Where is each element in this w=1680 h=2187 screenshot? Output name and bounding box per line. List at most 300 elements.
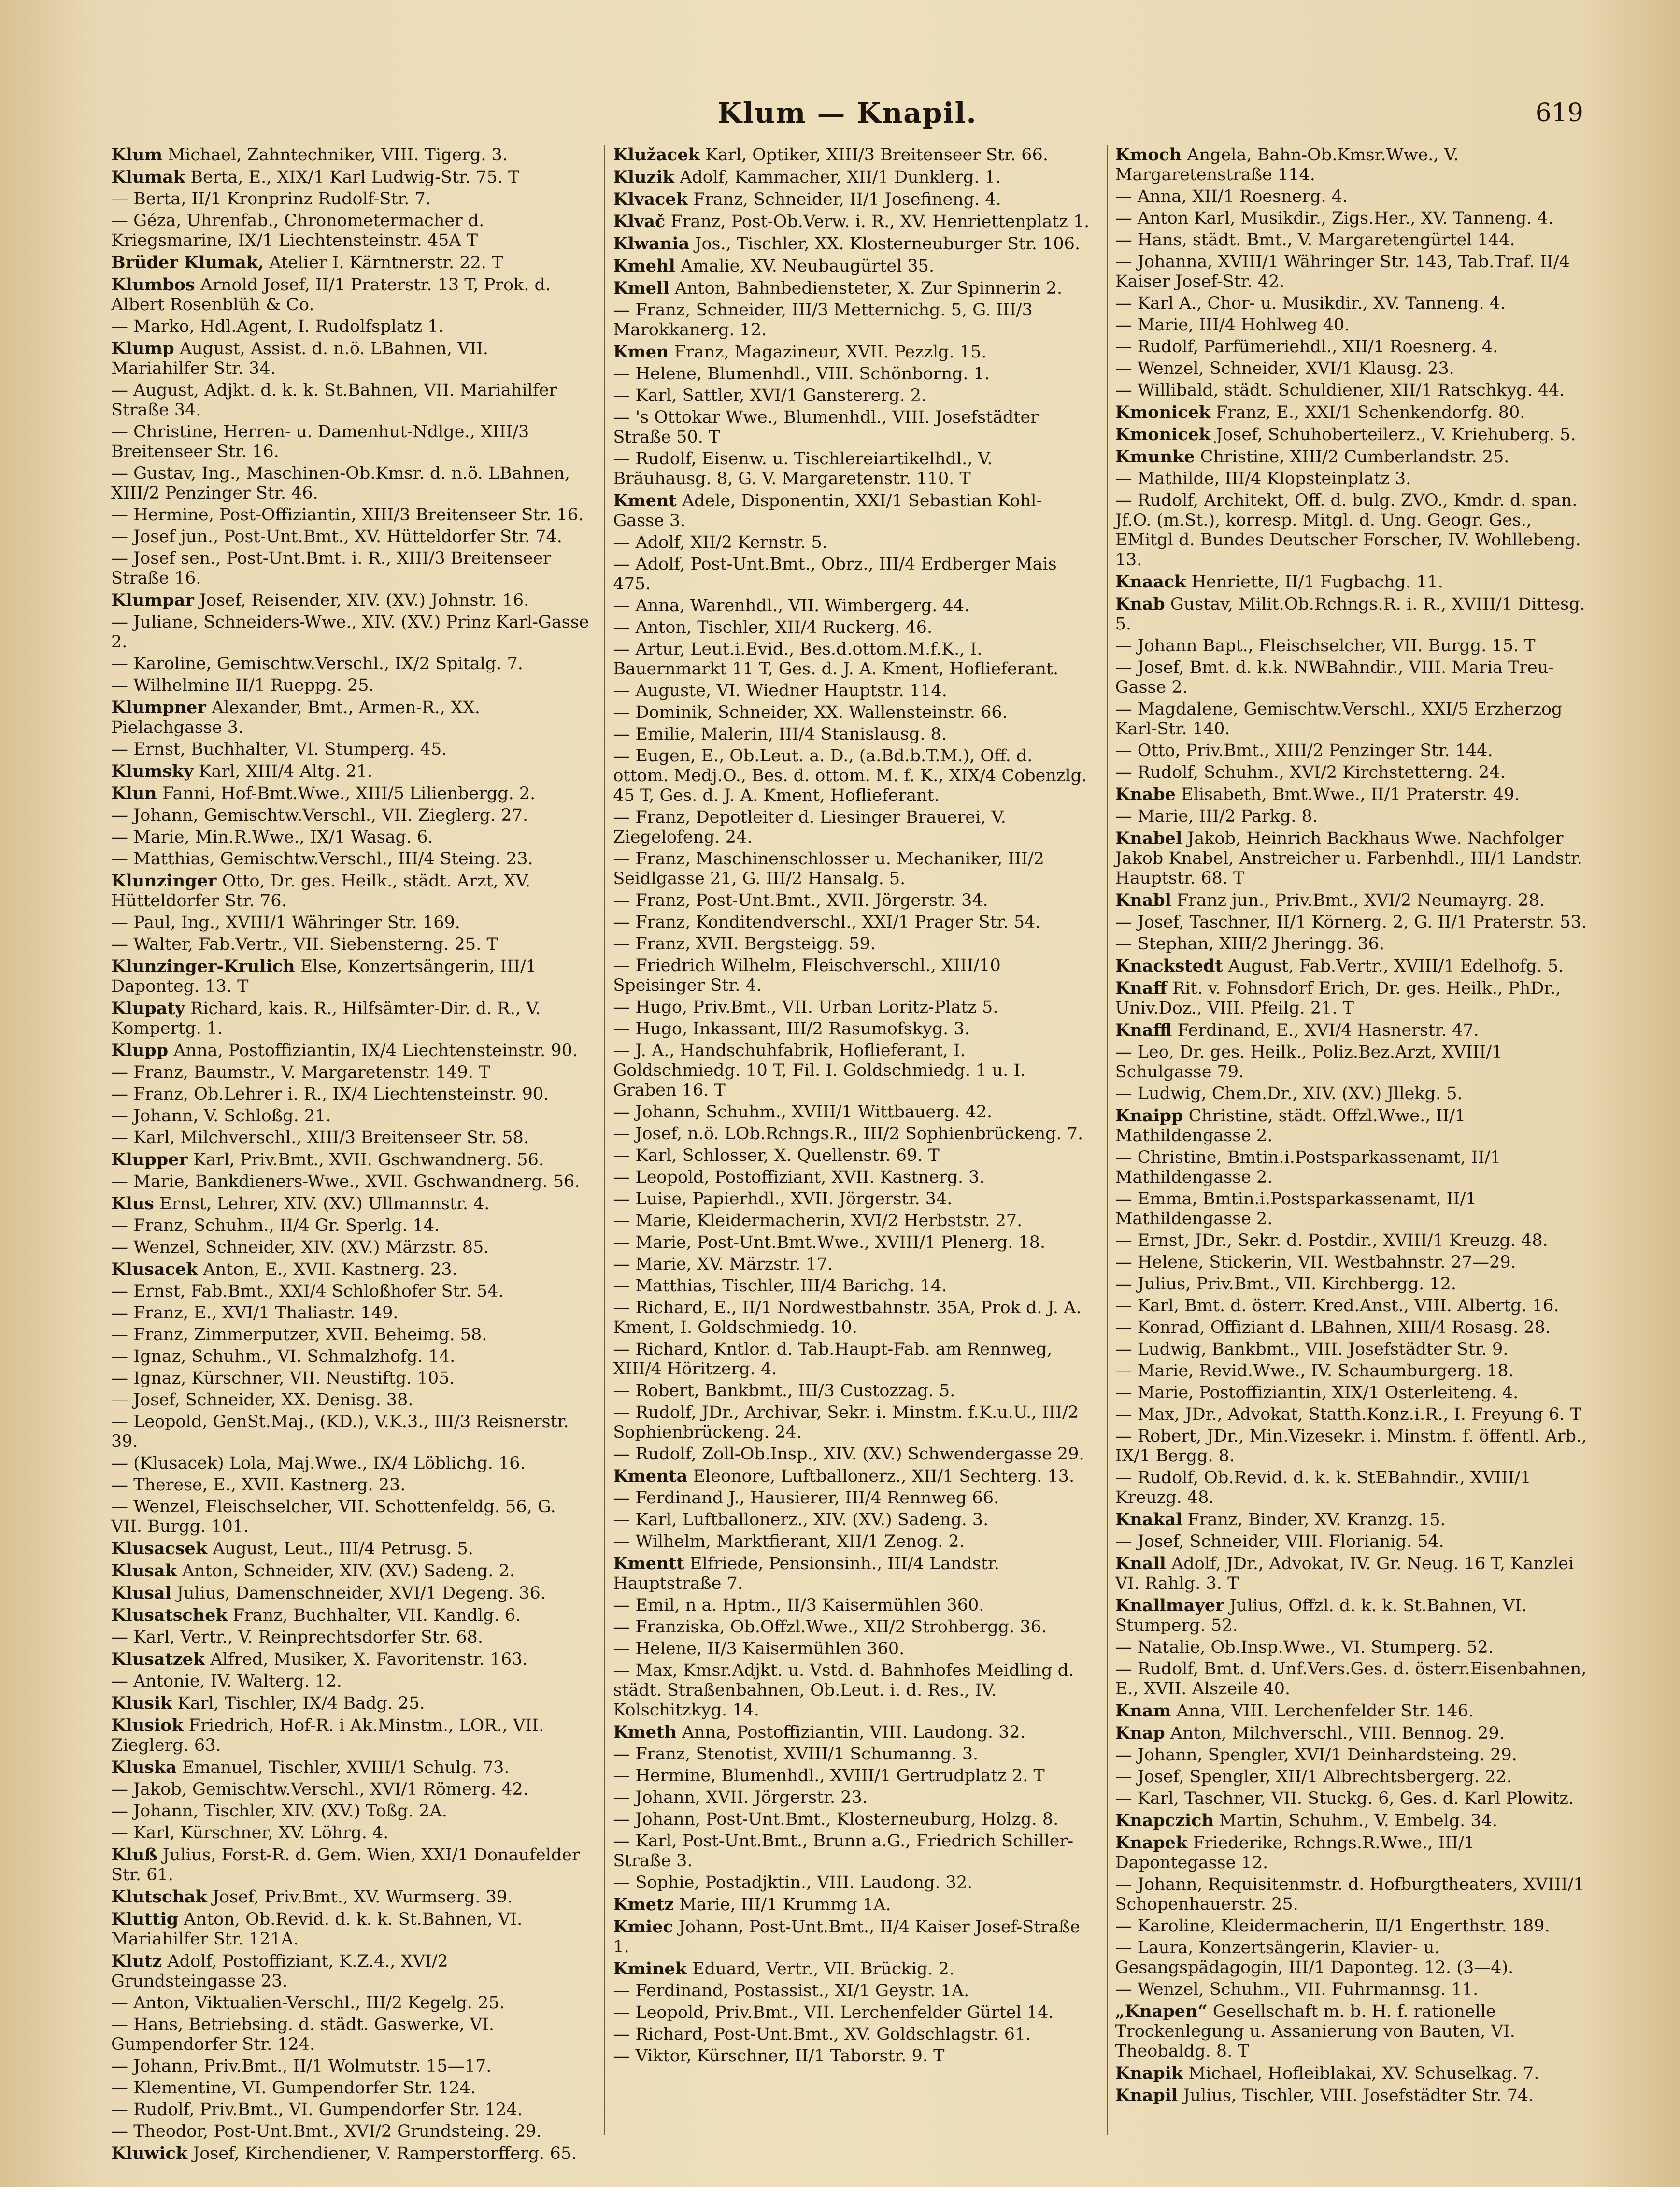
entry-text: Angela, Bahn-Ob.Kmsr.Wwe., V. Margaretenstraße 114. [1115,145,1459,185]
directory-entry [613,1639,1092,1659]
entry-surname: Knabe [1115,785,1176,804]
entry-text: — Laura, Konzertsängerin, Klavier- u. Gesangspädagogin, III/1 Daponteg. 12. (3—4). [1115,1938,1514,1977]
directory-entry [1115,1043,1594,1082]
directory-entry [613,1810,1092,1830]
entry-surname: Kluwick [111,2144,188,2163]
directory-entry [111,1085,590,1104]
entry-text: — Rudolf, Schuhm., XVI/2 Kirchstetterng. 24. [1115,763,1506,782]
directory-entry [111,1628,590,1647]
directory-entry [1115,381,1594,400]
entry-text: — Anton Karl, Musikdir., Zigs.Her., XV. Tanneng. 4. [1115,209,1553,228]
directory-entry [613,1298,1092,1338]
entry-text: — Franz, Schneider, III/3 Metternichg. 5, G. III/3 Marokkanerg. 12. [613,300,1033,340]
entry-text: — Theodor, Post-Unt.Bmt., XVI/2 Grundsteing. 29. [111,2122,542,2141]
entry-text: — Ludwig, Bankbmt., VIII. Josefstädter Str. 9. [1115,1340,1509,1359]
entry-text: — Wenzel, Schuhm., VII. Fuhrmannsg. 11. [1115,1980,1479,1999]
directory-entry [1115,1701,1594,1721]
entry-text: Amalie, XV. Neubaugürtel 35. [680,257,935,276]
entry-text: — Franz, Depotleiter d. Liesinger Brauerei, V. Ziegelofeng. 24. [613,808,1006,847]
directory-entry [613,1744,1092,1764]
entry-text: — Walter, Fab.Vertr., VII. Siebensterng. 25. T [111,935,498,954]
directory-entry [613,278,1092,299]
directory-entry [111,1693,590,1714]
directory-entry [111,1475,590,1495]
directory-entry [613,1146,1092,1166]
entry-text: — Richard, Post-Unt.Bmt., XV. Goldschlagstr. 61. [613,2025,1031,2044]
directory-entry [613,1596,1092,1615]
entry-text: — Friedrich Wilhelm, Fleischverschl., XIII/10 Speisinger Str. 4. [613,956,1001,995]
directory-entry [1115,1938,1594,1978]
directory-entry [1115,230,1594,250]
entry-text: — Rudolf, Bmt. d. Unf.Vers.Ges. d. österr.Eisenbahnen, E., XVII. Alszeile 40. [1115,1659,1587,1699]
directory-entry [111,654,590,674]
directory-entry [1115,359,1594,379]
entry-surname: Klupper [111,1150,188,1170]
directory-entry [111,1172,590,1192]
directory-entry [613,703,1092,723]
entry-surname: Klusatzek [111,1649,205,1669]
entry-text: Alfred, Musiker, X. Favoritenstr. 163. [210,1650,528,1669]
entry-surname: Klunzinger [111,871,217,891]
entry-text: Berta, E., XIX/1 Karl Ludwig-Str. 75. T [190,168,520,187]
entry-text: Michael, Zahntechniker, VIII. Tigerg. 3. [168,145,508,165]
directory-entry [1115,469,1594,489]
directory-entry [111,381,590,420]
entry-surname: Kmonicek [1115,402,1211,422]
directory-entry [613,408,1092,447]
entry-text: — Magdalene, Gemischtw.Verschl., XXI/5 Erzherzog Karl-Str. 140. [1115,700,1563,739]
entry-text: Karl, Priv.Bmt., XVII. Gschwandnerg. 56. [193,1150,544,1170]
entry-surname: Knackstedt [1115,956,1223,976]
entry-text: Karl, XIII/4 Altg. 21. [199,762,373,781]
entry-text: — Franz, Zimmerputzer, XVII. Beheimg. 58. [111,1325,487,1344]
directory-entry [111,317,590,337]
entry-text: Julius, Forst-R. d. Gem. Wien, XXI/1 Donaufelder Str. 61. [111,1845,580,1885]
directory-entry [1115,1596,1594,1636]
entry-text: — Karl, Schlosser, X. Quellenstr. 69. T [613,1146,940,1165]
entry-text: — Johann, Priv.Bmt., II/1 Wolmutstr. 15—17. [111,2057,492,2076]
directory-entry [111,698,590,738]
directory-entry [613,2025,1092,2044]
entry-text: Ernst, Lehrer, XIV. (XV.) Ullmannstr. 4. [159,1194,490,1214]
directory-column-2 [604,145,1092,2135]
directory-entry [613,998,1092,1017]
entry-text: — Paul, Ing., XVIII/1 Währinger Str. 169. [111,913,460,932]
entry-text: — Eugen, E., Ob.Leut. a. D., (a.Bd.b.T.M.), Off. d. ottom. Medj.O., Bes. d. ottom. M. f. K., XIX/4 Cobenzlg. 45 T, Ges. d. J. A. Kment, Hoflieferant. [613,746,1087,805]
entry-text: — Ernst, Fab.Bmt., XXI/4 Schloßhofer Str. 54. [111,1282,504,1301]
directory-entry [1115,1638,1594,1658]
directory-entry [111,613,590,652]
entry-text: Johann, Post-Unt.Bmt., II/4 Kaiser Josef-Straße 1. [613,1917,1080,1957]
directory-entry [111,2015,590,2055]
directory-entry [613,746,1092,806]
entry-surname: Klusal [111,1583,171,1603]
entry-text: — Auguste, VI. Wiedner Hauptstr. 114. [613,681,947,700]
entry-text: Eleonore, Luftballonerz., XII/1 Sechterg. 13. [693,1467,1075,1486]
entry-text: Anton, Milchverschl., VIII. Bennog. 29. [1170,1724,1505,1743]
directory-entry [613,849,1092,889]
directory-entry [613,2046,1092,2066]
entry-text: — Franziska, Ob.Offzl.Wwe., XII/2 Strohbergg. 36. [613,1617,1047,1637]
directory-entry [111,422,590,462]
entry-text: — Emil, n a. Hptm., II/3 Kaisermühlen 360. [613,1596,984,1615]
entry-surname: Klutz [111,1951,162,1971]
directory-entry [613,1124,1092,1144]
entry-text: — Christine, Bmtin.i.Postsparkassenamt, II/1 Mathildengasse 2. [1115,1148,1501,1187]
entry-text: — Wilhelmine II/1 Rueppg. 25. [111,676,374,695]
directory-entry [111,1539,590,1559]
entry-text: Josef, Schuhoberteilerz., V. Kriehuberg. 5. [1216,425,1576,444]
directory-entry [111,2122,590,2142]
entry-surname: Klusacek [111,1259,198,1279]
entry-text: — Josef, Bmt. d. k.k. NWBahndir., VIII. Maria Treu-Gasse 2. [1115,658,1554,697]
entry-text: — Viktor, Kürschner, II/1 Taborstr. 9. T [613,2046,945,2066]
directory-entry [111,189,590,209]
entry-surname: Kmehl [613,256,675,276]
entry-text: Friederike, Rchngs.R.Wwe., III/1 Dapontegasse 12. [1115,1833,1475,1873]
directory-entry [111,913,590,933]
directory-entry [1115,1084,1594,1104]
directory-entry [1115,913,1594,932]
entry-text: — Rudolf, Parfümeriehdl., XII/1 Roesnerg. 4. [1115,337,1498,357]
entry-text: — Richard, Kntlor. d. Tab.Haupt-Fab. am Rennweg, XIII/4 Höritzerg. 4. [613,1340,1053,1379]
directory-entry [1115,807,1594,827]
directory-entry [1115,1767,1594,1787]
directory-entry [613,1255,1092,1274]
directory-entry [111,1887,590,1907]
directory-entry [1115,1532,1594,1552]
entry-surname: Kmetz [613,1895,674,1915]
entry-text: Jakob, Heinrich Backhaus Wwe. Nachfolger Jakob Knabel, Anstreicher u. Farbenhdl., III/1 Landstr. Hauptstr. 68. T [1115,829,1582,888]
directory-entry [111,1238,590,1258]
entry-text: — Johann, Schuhm., XVIII/1 Wittbauerg. 42. [613,1102,993,1122]
directory-entry [1115,209,1594,229]
entry-text: — Josef, Spengler, XII/1 Albrechtsbergerg. 22. [1115,1767,1512,1787]
directory-entry [111,1823,590,1843]
directory-entry [1115,1427,1594,1466]
directory-entry [613,1403,1092,1443]
entry-text: — Johann, XVII. Jörgerstr. 23. [613,1788,868,1807]
directory-entry [1115,978,1594,1018]
entry-text: — Max, Kmsr.Adjkt. u. Vstd. d. Bahnhofes Meidling d. städt. Straßenbahnen, Ob.Leut. i. d. Res., IV. Kolschitzkyg. 14. [613,1661,1074,1720]
directory-entry [1115,741,1594,761]
directory-entry [613,1211,1092,1231]
directory-entry [613,808,1092,847]
entry-surname: Kmen [613,342,669,362]
directory-entry [1115,2063,1594,2084]
directory-column-1 [111,145,590,2163]
directory-entry [111,1951,590,1991]
entry-text: Karl, Optiker, XIII/3 Breitenseer Str. 66. [705,145,1048,165]
directory-entry [613,1766,1092,1786]
directory-entry [111,2057,590,2076]
entry-text: Anna, Postoffiziantin, IX/4 Liechtensteinstr. 90. [173,1041,578,1060]
directory-entry [111,676,590,696]
entry-surname: Knapik [1115,2063,1183,2083]
directory-entry [1115,1231,1594,1251]
directory-entry [1115,1833,1594,1873]
entry-text: Else, Konzertsängerin, III/1 Daponteg. 13. T [111,957,537,996]
entry-text: — Rudolf, Architekt, Off. d. bulg. ZVO., Kmdr. d. span. Jf.O. (m.St.), korresp. Mitgl. d. Ung. Geogr. Ges., EMitgl d. Bundes Deutscher Forscher, IV. Wohllebeng. 13. [1115,491,1581,570]
directory-entry [111,2078,590,2098]
entry-text: — (Klusacek) Lola, Maj.Wwe., IX/4 Löblichg. 16. [111,1454,526,1473]
entry-text: — Johann, Post-Unt.Bmt., Klosterneuburg, Holzg. 8. [613,1810,1059,1829]
directory-entry [111,1259,590,1280]
directory-entry [613,681,1092,701]
entry-text: Franz, Post-Ob.Verw. i. R., XV. Henriettenplatz 1. [670,212,1090,231]
directory-entry [613,555,1092,594]
directory-entry [111,1801,590,1821]
entry-text: — Rudolf, Zoll-Ob.Insp., XIV. (XV.) Schwendergasse 29. [613,1444,1084,1464]
directory-entry [111,849,590,869]
directory-entry [613,1981,1092,2001]
directory-entry [613,1466,1092,1487]
directory-entry [111,784,590,804]
entry-text: Josef, Reisender, XIV. (XV.) Johnstr. 16. [199,591,529,610]
entry-text: — Franz, Baumstr., V. Margaretenstr. 149. T [111,1063,490,1082]
entry-text: — 's Ottokar Wwe., Blumenhdl., VIII. Josefstädter Straße 50. T [613,408,1039,447]
entry-text: — Hugo, Priv.Bmt., VII. Urban Loritz-Platz 5. [613,998,998,1017]
directory-entry [1115,1106,1594,1146]
entry-text: — Matthias, Tischler, III/4 Barichg. 14. [613,1276,947,1296]
entry-text: Elisabeth, Bmt.Wwe., II/1 Praterstr. 49. [1181,785,1520,804]
entry-text: — Rudolf, JDr., Archivar, Sekr. i. Minstm. f.K.u.U., III/2 Sophienbrückeng. 24. [613,1403,1079,1442]
entry-surname: Klupaty [111,999,185,1018]
directory-entry [111,999,590,1039]
entry-text: — Jakob, Gemischtw.Verschl., XVI/1 Römerg. 42. [111,1780,528,1799]
directory-entry [1115,1361,1594,1381]
entry-text: — Konrad, Offiziant d. LBahnen, XIII/4 Rosasg. 28. [1115,1318,1551,1337]
entry-surname: Knapil [1115,2086,1178,2105]
entry-text: August, Fab.Vertr., XVIII/1 Edelhofg. 5. [1228,957,1564,976]
directory-entry [1115,1189,1594,1229]
directory-entry [613,2003,1092,2023]
directory-entry [1115,1510,1594,1530]
entry-text: — Josef, n.ö. LOb.Rchngs.R., III/2 Sophienbrückeng. 7. [613,1124,1083,1144]
directory-entry [1115,337,1594,357]
directory-entry [613,1554,1092,1594]
entry-text: — Johann, Tischler, XIV. (XV.) Toßg. 2A. [111,1801,447,1821]
directory-entry [1115,252,1594,292]
entry-text: — Josef sen., Post-Unt.Bmt. i. R., XIII/3 Breitenseer Straße 16. [111,549,551,588]
entry-text: Anton, E., XVII. Kastnerg. 23. [203,1260,457,1279]
entry-surname: Klusik [111,1693,172,1713]
entry-text: — Josef jun., Post-Unt.Bmt., XV. Hütteldorfer Str. 74. [111,527,562,546]
directory-entry [111,1041,590,1061]
directory-entry [1115,1020,1594,1041]
entry-surname: Knakal [1115,1510,1182,1529]
entry-surname: Klusak [111,1561,177,1581]
entry-text: — Karoline, Gemischtw.Verschl., IX/2 Spitalg. 7. [111,654,523,673]
directory-entry [613,145,1092,165]
entry-surname: Kmunke [1115,447,1195,467]
directory-entry [613,934,1092,954]
entry-text: — Johann, V. Schloßg. 21. [111,1106,331,1126]
directory-entry [111,1128,590,1148]
directory-entry [111,1454,590,1473]
entry-surname: Klwania [613,234,690,254]
directory-entry [111,761,590,782]
directory-entry [613,1873,1092,1893]
entry-text: — Franz, Schuhm., II/4 Gr. Sperlg. 14. [111,1216,440,1235]
entry-text: — Rudolf, Priv.Bmt., VI. Gumpendorfer Str. 124. [111,2100,523,2119]
directory-entry [613,1444,1092,1464]
directory-entry [613,1661,1092,1720]
directory-entry [613,386,1092,406]
entry-text: — Ferdinand, Postassist., XI/1 Geystr. 1A. [613,1981,969,2001]
entry-text: Karl, Tischler, IX/4 Badg. 25. [177,1694,425,1713]
entry-text: — Helene, Blumenhdl., VIII. Schönborng. 1. [613,364,990,384]
entry-text: — Karl, Bmt. d. österr. Kred.Anst., VIII. Albertg. 16. [1115,1296,1559,1315]
directory-entry [111,1605,590,1626]
entry-text: — Rudolf, Eisenw. u. Tischlereiartikelhdl., V. Bräuhausg. 8, G. V. Margaretenstr. 110. T [613,449,993,488]
entry-text: Martin, Schuhm., V. Embelg. 34. [1219,1811,1498,1830]
entry-text: — J. A., Handschuhfabrik, Hoflieferant, I. Goldschmiedg. 10 T, Fil. I. Goldschmiedg. 1 u. I. Graben 16. T [613,1041,1026,1100]
directory-entry [111,1347,590,1367]
entry-text: — Anna, Warenhdl., VII. Wimbergerg. 44. [613,596,970,615]
entry-text: Julius, Damenschneider, XVI/1 Degeng. 36. [176,1584,546,1603]
directory-entry [613,1831,1092,1871]
entry-text: Adolf, JDr., Advokat, IV. Gr. Neug. 16 T, Kanzlei VI. Rahlg. 3. T [1115,1554,1574,1593]
entry-text: — Berta, II/1 Kronprinz Rudolf-Str. 7. [111,189,431,209]
entry-text: — Anna, XII/1 Roesnerg. 4. [1115,187,1348,206]
entry-text: Anton, Bahnbediensteter, X. Zur Spinnerin 2. [674,279,1063,298]
directory-entry [111,1715,590,1756]
entry-text: — Karl, Milchverschl., XIII/3 Breitenseer Str. 58. [111,1128,529,1147]
directory-entry [1115,1811,1594,1831]
entry-text: — Marko, Hdl.Agent, I. Rudolfsplatz 1. [111,317,444,336]
directory-entry [111,505,590,525]
directory-entry [613,1189,1092,1209]
directory-entry [111,339,590,379]
entry-surname: Klvacek [613,189,688,209]
directory-entry [1115,2086,1594,2106]
entry-surname: Kluska [111,1758,177,1777]
entry-text: — Marie, Min.R.Wwe., IX/1 Wasag. 6. [111,828,433,847]
directory-entry [111,253,590,273]
directory-entry [111,806,590,826]
directory-entry [613,1019,1092,1039]
entry-text: — Therese, E., XVII. Kastnerg. 23. [111,1475,406,1495]
entry-text: — Johanna, XVIII/1 Währinger Str. 143, Tab.Traf. II/4 Kaiser Josef-Str. 42. [1115,252,1570,291]
entry-text: — Franz, Maschinenschlosser u. Mechaniker, III/2 Seidlgasse 21, G. III/2 Hansalg. 5. [613,849,1044,888]
entry-text: — Wenzel, Schneider, XIV. (XV.) Märzstr. 85. [111,1238,489,1257]
entry-surname: Klumsky [111,761,194,781]
directory-entry [613,618,1092,638]
directory-entry [613,449,1092,489]
entry-text: Anna, VIII. Lerchenfelder Str. 146. [1176,1701,1474,1721]
directory-entry [1115,1659,1594,1699]
entry-text: — Marie, III/2 Parkg. 8. [1115,807,1318,826]
entry-surname: Kmonicek [1115,425,1211,444]
directory-entry [1115,1789,1594,1809]
entry-text: — Anton, Viktualien-Verschl., III/2 Kegelg. 25. [111,1993,505,2013]
entry-text: — Franz, Konditendverschl., XXI/1 Prager Str. 54. [613,913,1041,932]
entry-surname: Knallmayer [1115,1596,1224,1615]
directory-entry [613,1233,1092,1253]
entry-text: — Ignaz, Schuhm., VI. Schmalzhofg. 14. [111,1347,456,1366]
directory-entry [111,1672,590,1691]
entry-text: — Leo, Dr. ges. Heilk., Poliz.Bez.Arzt, XVIII/1 Schulgasse 79. [1115,1043,1503,1082]
directory-entry [111,871,590,911]
entry-text: Michael, Hofleiblakai, XV. Schuselkag. 7. [1188,2064,1539,2083]
entry-text: — Hermine, Post-Offiziantin, XIII/3 Breitenseer Str. 16. [111,505,584,525]
directory-entry [613,1381,1092,1401]
entry-text: Adolf, Postoffiziant, K.Z.4., XVI/2 Grundsteingasse 23. [111,1952,448,1991]
entry-text: — Robert, Bankbmt., III/3 Custozzag. 5. [613,1381,955,1401]
entry-text: — Josef, Taschner, II/1 Körnerg. 2, G. II/1 Praterstr. 53. [1115,913,1587,932]
directory-entry [613,300,1092,340]
directory-entry [111,527,590,547]
entry-text: — Adolf, Post-Unt.Bmt., Obrz., III/4 Erdberger Mais 475. [613,555,1057,594]
directory-entry [1115,447,1594,467]
directory-entry [111,464,590,503]
directory-entry [1115,934,1594,954]
entry-text: Christine, XIII/2 Cumberlandstr. 25. [1200,447,1509,467]
directory-entry [111,1282,590,1301]
directory-entry [111,549,590,588]
entry-text: — Otto, Priv.Bmt., XIII/2 Penzinger Str. 144. [1115,741,1493,760]
directory-entry [111,1845,590,1885]
entry-surname: Kmoch [1115,145,1182,165]
entry-text: Jos., Tischler, XX. Klosterneuburger Str. 106. [695,234,1081,254]
entry-surname: Klum [111,145,163,165]
directory-entry [1115,294,1594,314]
directory-entry [1115,1383,1594,1403]
entry-text: — Karl, Post-Unt.Bmt., Brunn a.G., Friedrich Schiller-Straße 3. [613,1831,1074,1871]
directory-entry [1115,658,1594,698]
directory-entry [1115,315,1594,335]
entry-text: Josef, Priv.Bmt., XV. Wurmserg. 39. [212,1887,513,1907]
entry-surname: Knall [1115,1554,1166,1573]
directory-entry [613,913,1092,932]
entry-surname: Knab [1115,594,1165,614]
directory-entry [1115,1875,1594,1915]
entry-text: Franz, Magazineur, XVII. Pezzlg. 15. [674,343,987,362]
entry-text: Adolf, Kammacher, XII/1 Dunklerg. 1. [680,168,1001,187]
entry-text: Christine, städt. Offzl.Wwe., II/1 Mathildengasse 2. [1115,1106,1466,1145]
entry-text: — Marie, III/4 Hohlweg 40. [1115,315,1350,335]
directory-entry [111,1561,590,1581]
entry-text: — Johann, Gemischtw.Verschl., VII. Zieglerg. 27. [111,806,528,825]
directory-entry [613,891,1092,911]
entry-surname: Knabel [1115,829,1182,848]
directory-entry [613,1102,1092,1122]
entry-text: August, Assist. d. n.ö. LBahnen, VII. Mariahilfer Str. 34. [111,339,489,378]
directory-entry [1115,1405,1594,1425]
directory-entry [1115,1468,1594,1508]
entry-text: — Richard, E., II/1 Nordwestbahnstr. 35A, Prok d. J. A. Kment, I. Goldschmiedg. 10. [613,1298,1082,1337]
directory-entry [1115,829,1594,888]
directory-entry [111,1909,590,1949]
entry-text: Emanuel, Tischler, XVIII/1 Schulg. 73. [182,1758,510,1777]
entry-text: Gustav, Milit.Ob.Rchngs.R. i. R., XVIII/1 Dittesg. 5. [1115,595,1585,634]
directory-entry [1115,956,1594,976]
directory-entry [1115,1554,1594,1594]
entry-text: Rit. v. Fohnsdorf Erich, Dr. ges. Heilk., PhDr., Univ.Doz., VIII. Pfeilg. 21. T [1115,979,1561,1018]
directory-entry [111,740,590,759]
directory-entry [613,189,1092,210]
directory-entry [613,1959,1092,1979]
entry-text: — Marie, Postoffiziantin, XIX/1 Osterleiteng. 4. [1115,1383,1519,1402]
entry-text: — Klementine, VI. Gumpendorfer Str. 124. [111,2078,476,2098]
directory-entry [111,1216,590,1236]
directory-entry [613,234,1092,254]
entry-text: — Marie, XV. Märzstr. 17. [613,1255,833,1274]
entry-text: — Karl, Taschner, VII. Stuckg. 6, Ges. d. Karl Plowitz. [1115,1789,1574,1808]
entry-text: — August, Adjkt. d. k. k. St.Bahnen, VII. Mariahilfer Straße 34. [111,381,557,420]
entry-text: Anton, Schneider, XIV. (XV.) Sadeng. 2. [182,1561,515,1581]
